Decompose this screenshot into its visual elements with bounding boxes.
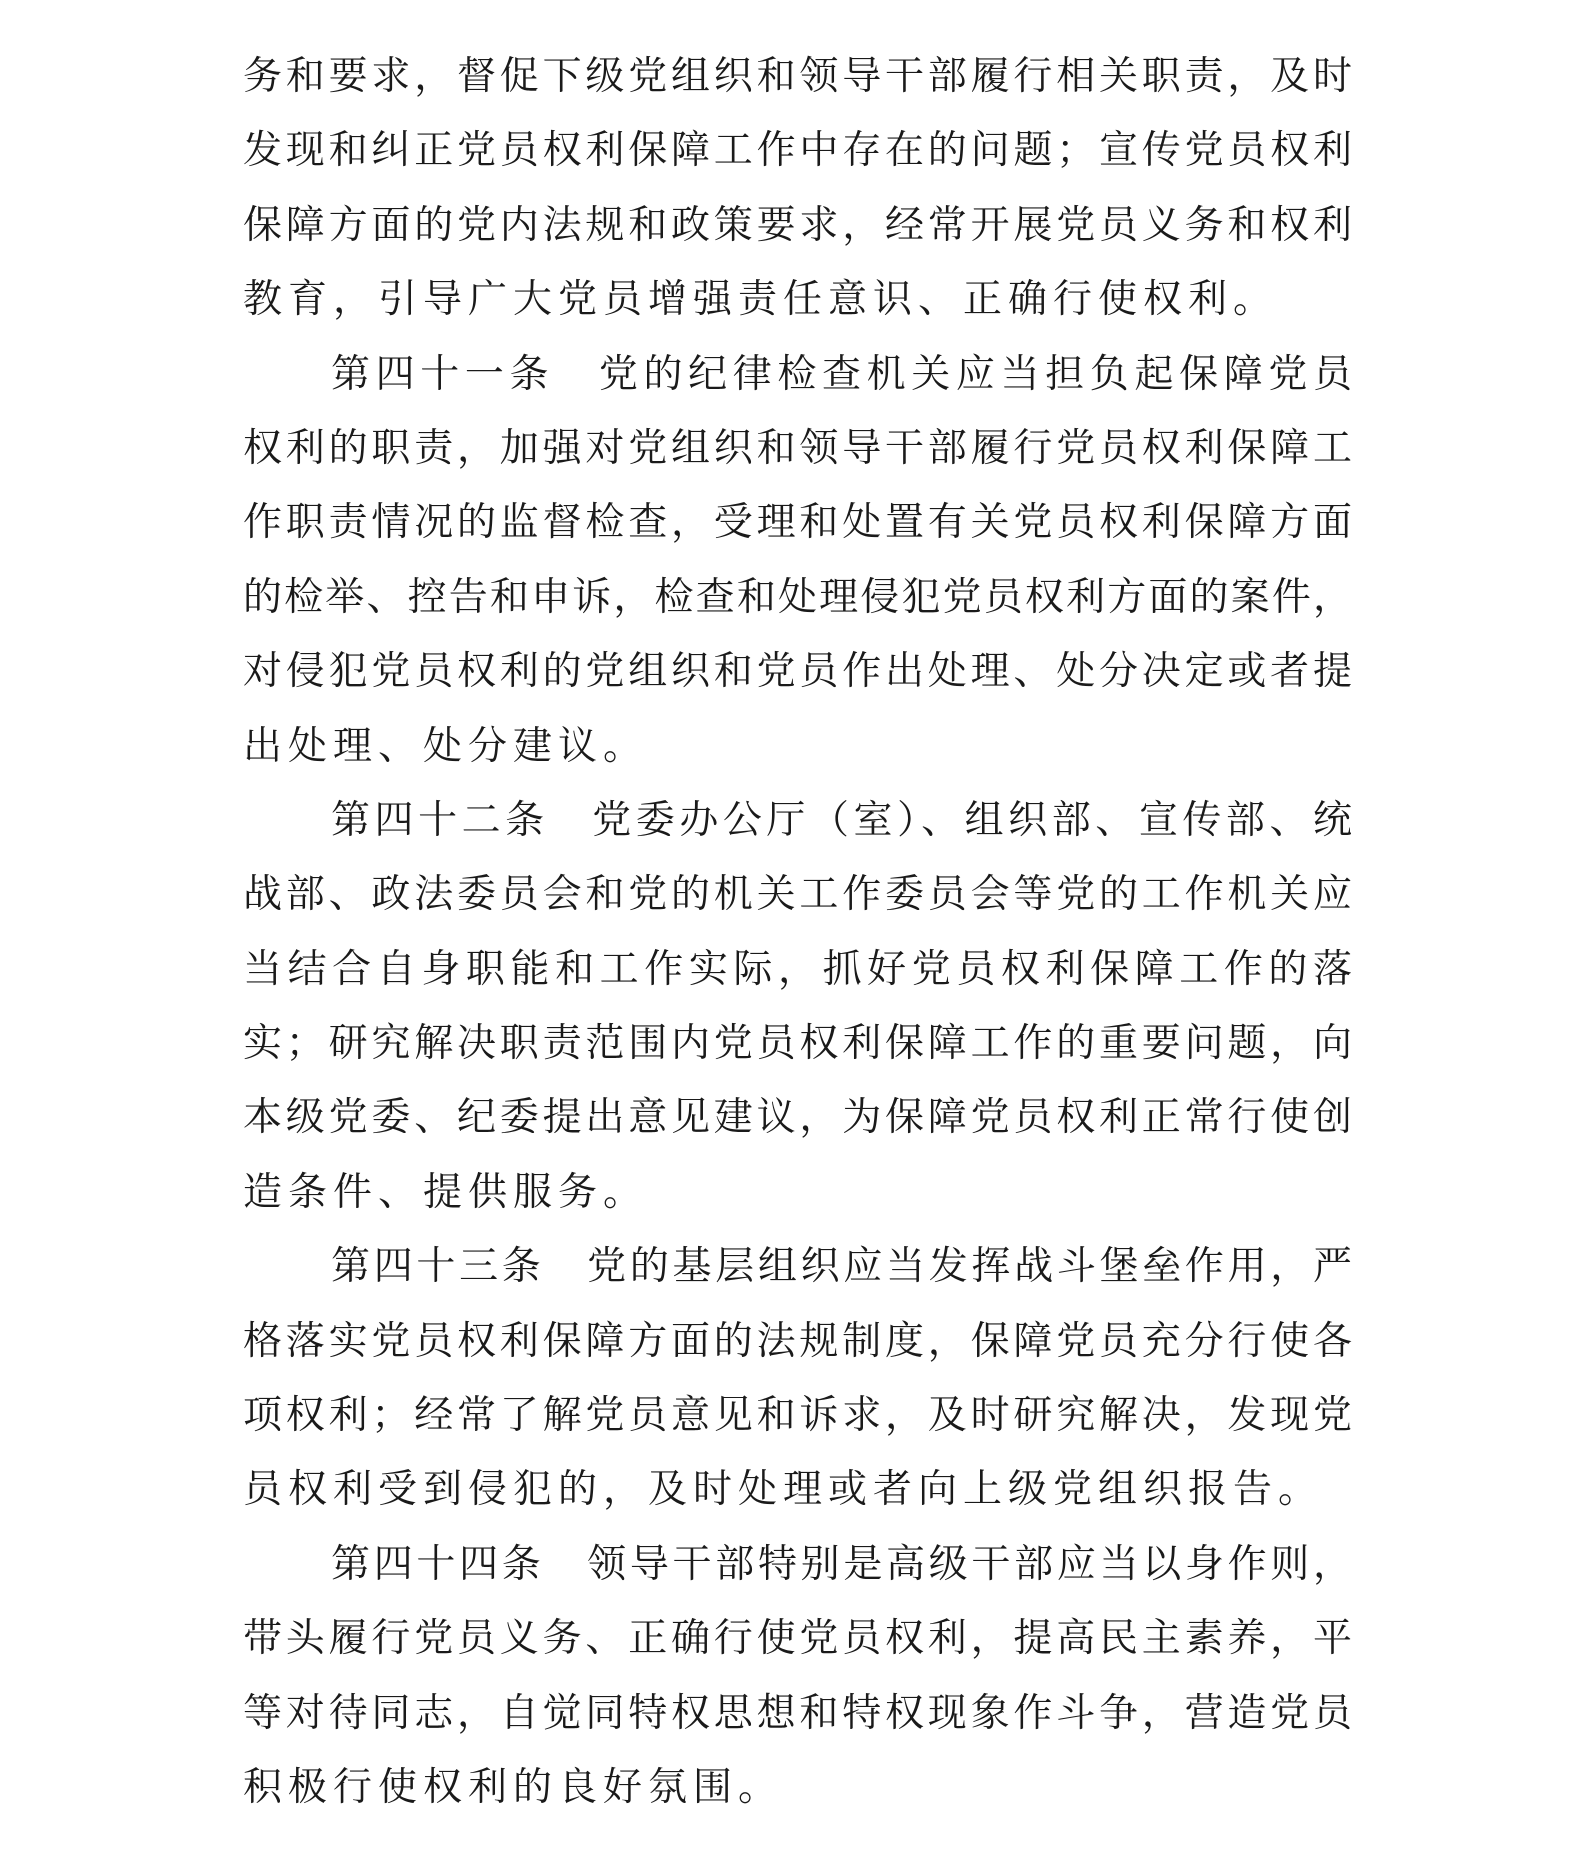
text-line: 当结合自身职能和工作实际，抓好党员权利保障工作的落	[243, 946, 1353, 992]
text-line: 本级党委、纪委提出意见建议，为保障党员权利正常行使创	[243, 1095, 1353, 1141]
text-line: 保障方面的党内法规和政策要求，经常开展党员义务和权利	[243, 202, 1353, 248]
article-41-heading-line: 第四十一条 党的纪律检查机关应当担负起保障党员	[331, 351, 1353, 397]
text-line: 对侵犯党员权利的党组织和党员作出处理、处分决定或者提	[243, 649, 1353, 695]
text-line: 权利的职责，加强对党组织和领导干部履行党员权利保障工	[243, 425, 1353, 471]
document-body	[243, 40, 1353, 1825]
text-line: 项权利；经常了解党员意见和诉求，及时研究解决，发现党	[243, 1393, 1353, 1439]
text-line: 实；研究解决职责范围内党员权利保障工作的重要问题，向	[243, 1021, 1353, 1067]
article-43-heading-line: 第四十三条 党的基层组织应当发挥战斗堡垒作用，严	[331, 1244, 1353, 1290]
text-line: 战部、政法委员会和党的机关工作委员会等党的工作机关应	[243, 872, 1353, 918]
text-line: 格落实党员权利保障方面的法规制度，保障党员充分行使各	[243, 1318, 1353, 1364]
article-42-heading-line: 第四十二条 党委办公厅（室）、组织部、宣传部、统	[331, 797, 1353, 843]
text-line: 员权利受到侵犯的，及时处理或者向上级党组织报告。	[243, 1467, 1324, 1513]
article-44-heading-line: 第四十四条 领导干部特别是高级干部应当以身作则，	[331, 1541, 1353, 1587]
text-line: 出处理、处分建议。	[243, 723, 649, 769]
text-line: 教育，引导广大党员增强责任意识、正确行使权利。	[243, 277, 1279, 323]
text-line: 等对待同志，自觉同特权思想和特权现象作斗争，营造党员	[243, 1690, 1353, 1736]
text-line: 积极行使权利的良好氛围。	[243, 1764, 784, 1810]
text-line: 造条件、提供服务。	[243, 1169, 649, 1215]
text-line: 作职责情况的监督检查，受理和处置有关党员权利保障方面	[243, 500, 1353, 546]
text-line: 发现和纠正党员权利保障工作中存在的问题；宣传党员权利	[243, 128, 1353, 174]
text-line: 带头履行党员义务、正确行使党员权利，提高民主素养，平	[243, 1616, 1353, 1662]
text-line: 的检举、控告和申诉，检查和处理侵犯党员权利方面的案件，	[243, 574, 1353, 620]
text-line: 务和要求，督促下级党组织和领导干部履行相关职责，及时	[243, 54, 1353, 99]
